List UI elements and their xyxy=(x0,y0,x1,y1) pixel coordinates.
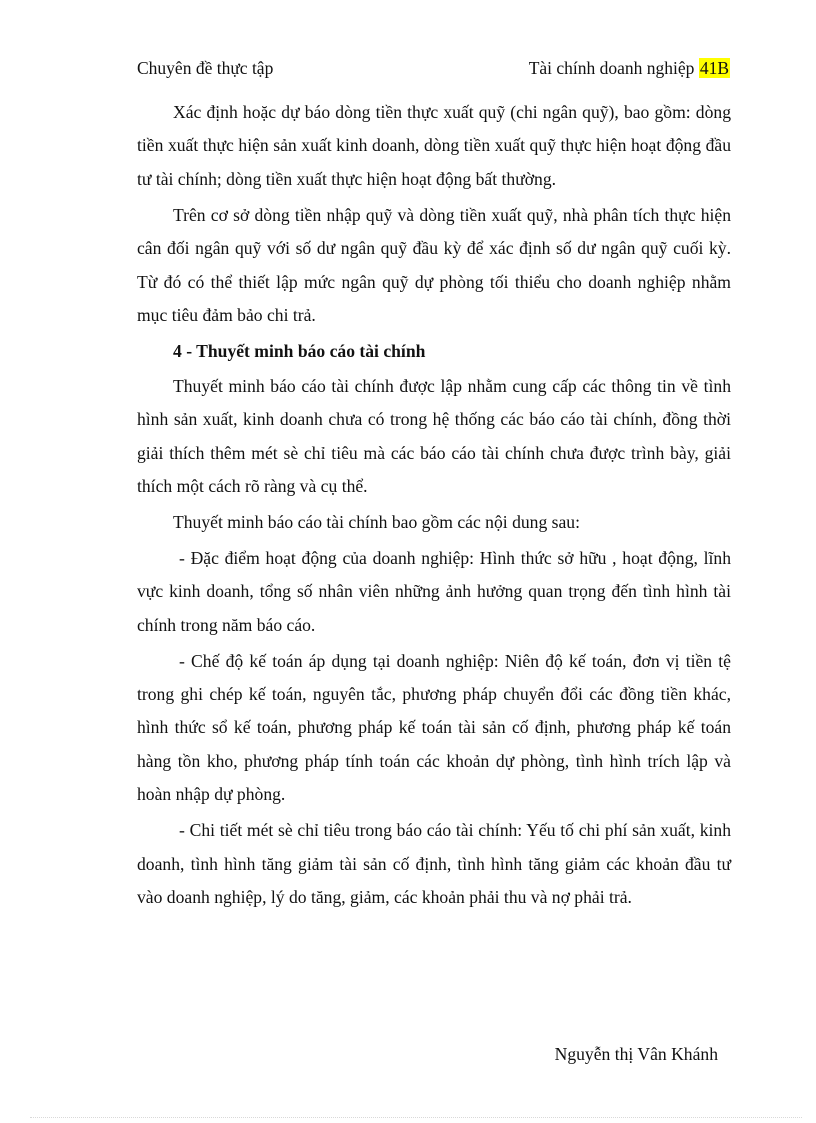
list-item-accounting-policy: - Chế độ kế toán áp dụng tại doanh nghiệp: Niên độ kế toán, đơn vị tiền tệ trong ghi chép kế toán, nguyên tắc, phương pháp chuyển đổi các đồng tiền khác, hình thức sổ kế toán, phương pháp kế toán tài sản cố định, phương pháp kế toán hàng tồn kho, phương pháp tính toán các khoản dự phòng, tình hình trích lập và hoàn nhập dự phòng. xyxy=(137,650,731,805)
paragraph-cash-balance: Trên cơ sở dòng tiền nhập quỹ và dòng tiền xuất quỹ, nhà phân tích thực hiện cân đối ngân quỹ với số dư ngân quỹ đầu kỳ để xác định số dư ngân quỹ cuối kỳ. Từ đó có thể thiết lập mức ngân quỹ dự phòng tối thiểu cho doanh nghiệp nhằm mục tiêu đảm bảo chi trả. xyxy=(137,204,731,325)
paragraph-notes-purpose: Thuyết minh báo cáo tài chính được lập nhằm cung cấp các thông tin về tình hình sản xuất, kinh doanh chưa có trong hệ thống các báo cáo tài chính, đồng thời giải thích thêm mét sè chỉ tiêu mà các báo cáo tài chính chưa được trình bày, giải thích một cách rõ ràng và cụ thể. xyxy=(137,375,731,497)
header-highlight-badge: 41B xyxy=(699,58,729,78)
list-item-details: - Chi tiết mét sè chỉ tiêu trong báo cáo tài chính: Yếu tố chi phí sản xuất, kinh doanh, tình hình tăng giảm tài sản cố định, tình hình tăng giảm các khoản đầu tư vào doanh nghiệp, lý do tăng, giảm, các khoản phải thu và nợ phải trả. xyxy=(137,820,731,907)
page-header xyxy=(137,57,730,81)
author-signature: Nguyễn thị Vân Khánh xyxy=(554,1044,718,1064)
header-right-text: Tài chính doanh nghiệp xyxy=(528,58,699,78)
section-heading: 4 - Thuyết minh báo cáo tài chính xyxy=(173,340,426,361)
document-body xyxy=(137,96,731,917)
paragraph-notes-contents-intro: Thuyết minh báo cáo tài chính bao gồm các nội dung sau: xyxy=(173,511,580,532)
page-bottom-divider xyxy=(30,1117,802,1118)
paragraph-cash-outflow: Xác định hoặc dự báo dòng tiền thực xuất quỹ (chi ngân quỹ), bao gồm: dòng tiền xuất thực hiện sản xuất kinh doanh, dòng tiền xuất quỹ thực hiện hoạt động đầu tư tài chính; dòng tiền xuất thực hiện hoạt động bất thường. xyxy=(137,102,731,189)
header-right-title xyxy=(529,57,730,79)
list-item-operations: - Đặc điểm hoạt động của doanh nghiệp: Hình thức sở hữu , hoạt động, lĩnh vực kinh doanh, tổng số nhân viên những ảnh hưởng quan trọng đến tình hình tài chính trong năm báo cáo. xyxy=(137,547,731,635)
header-left-title: Chuyên đề thực tập xyxy=(137,58,274,78)
